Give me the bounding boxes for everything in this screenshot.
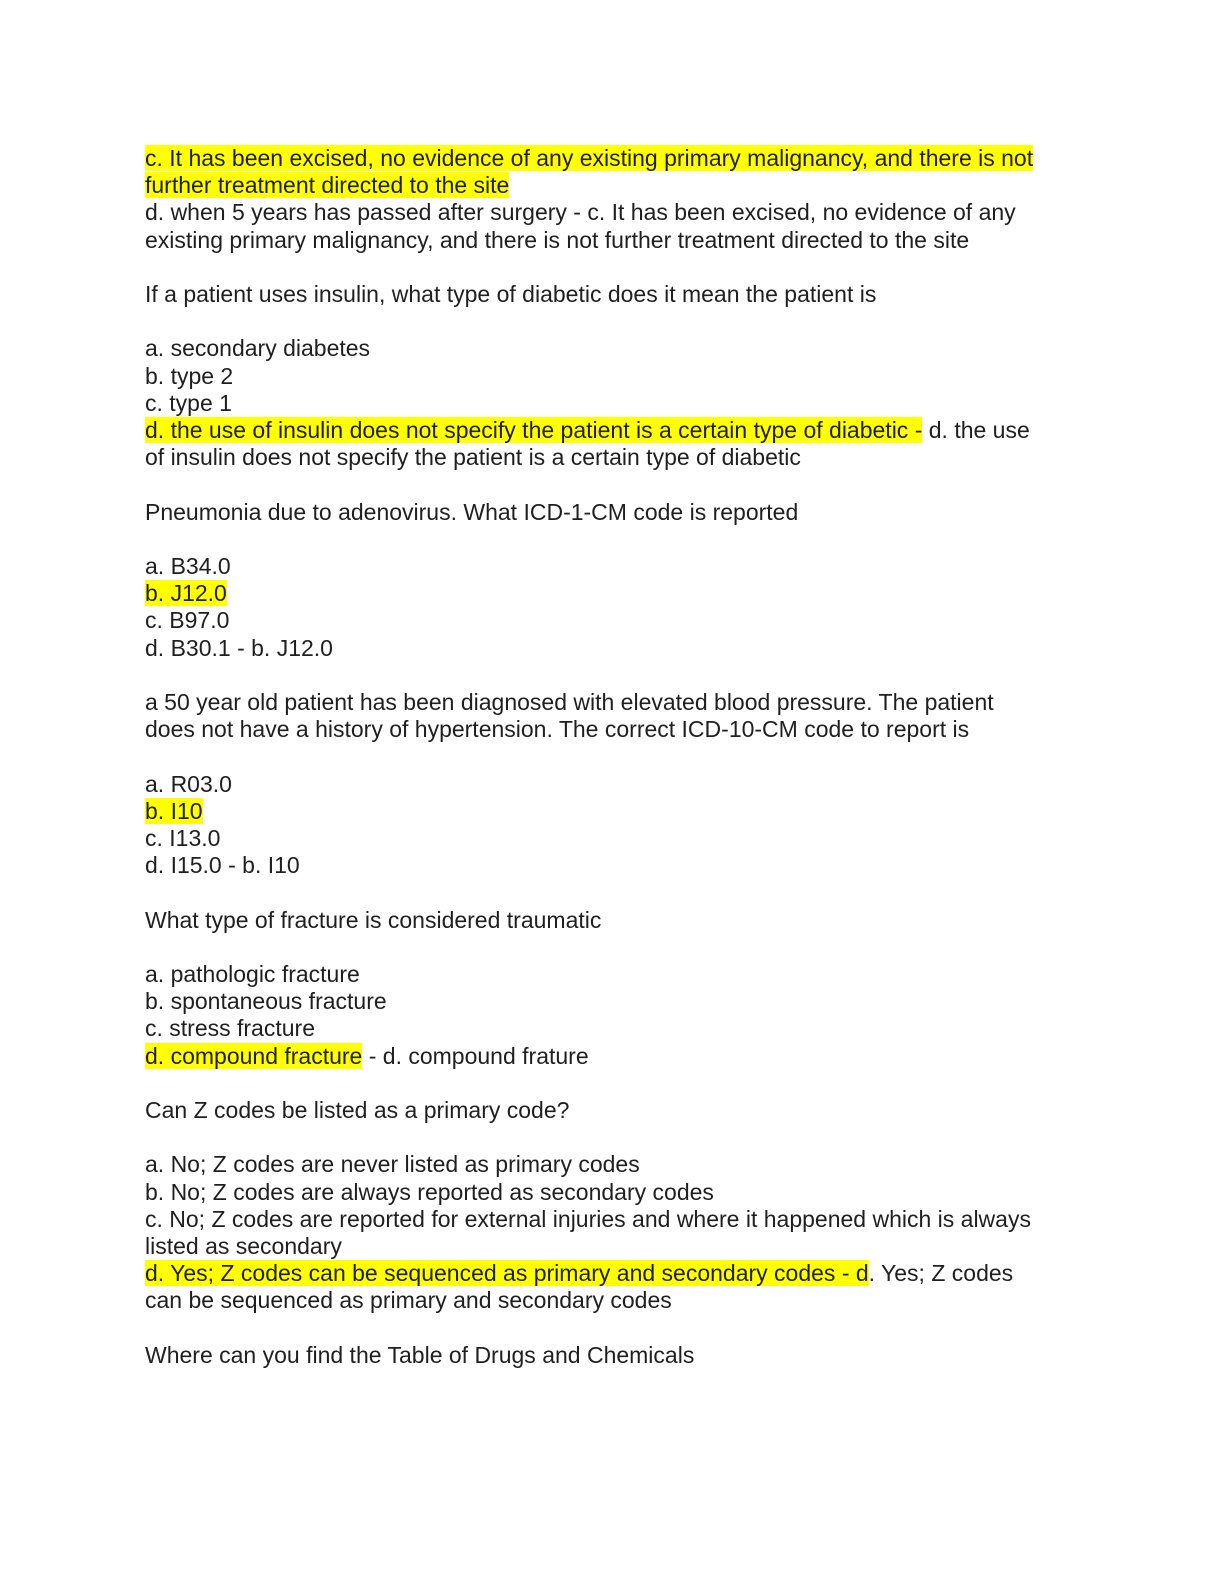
correct-answer-highlight: d. the use of insulin does not specify the patient is a certain type of diabetic -	[145, 417, 923, 443]
answer-option	[145, 798, 1075, 825]
question-text: If a patient uses insulin, what type of diabetic does it mean the patient is	[145, 281, 877, 307]
answer-option: a. pathologic fracture	[145, 960, 360, 987]
correct-answer-highlight: b. I10	[145, 797, 203, 824]
question-text: Can Z codes be listed as a primary code?	[145, 1096, 570, 1123]
answer-option: d. I15.0 - b. I10	[145, 852, 300, 879]
spacer	[145, 662, 1075, 689]
answer-option: a. secondary diabetes	[145, 335, 371, 362]
answer-key-text: - d. compound frature	[362, 1042, 589, 1069]
spacer	[145, 254, 1075, 281]
question-text: a 50 year old patient has been diagnosed with elevated blood pressure. The patient	[145, 688, 994, 715]
answer-key-text: of insulin does not specify the patient is a certain type of diabetic	[145, 444, 801, 471]
document-page	[145, 145, 1075, 1369]
answer-option: d. B30.1 - b. J12.0	[145, 634, 333, 661]
correct-answer-highlight: d. compound fracture	[145, 1042, 363, 1069]
spacer	[145, 879, 1075, 906]
spacer	[145, 1315, 1075, 1342]
spacer	[145, 743, 1075, 770]
question-text: Where can you find the Table of Drugs and Chemicals	[145, 1341, 695, 1368]
answer-key-text: can be sequenced as primary and secondary codes	[145, 1287, 672, 1314]
question-text: does not have a history of hypertension. The correct ICD-10-CM code to report is	[145, 716, 970, 743]
answer-option: a. B34.0	[145, 552, 231, 579]
answer-option	[145, 580, 1075, 607]
answer-d-line: d. when 5 years has passed after surgery - c. It has been excised, no evidence of any	[145, 199, 1016, 226]
question-text: What type of fracture is considered traumatic	[145, 906, 602, 933]
spacer	[145, 471, 1075, 498]
spacer	[145, 526, 1075, 553]
correct-answer-highlight: b. J12.0	[145, 580, 227, 607]
answer-option	[145, 1260, 1075, 1287]
answer-option	[145, 1043, 1075, 1070]
answer-option: c. type 1	[145, 389, 232, 416]
answer-d-line: existing primary malignancy, and there is not further treatment directed to the site	[145, 226, 970, 253]
answer-key-text: . Yes; Z codes	[868, 1260, 1014, 1287]
answer-option: a. R03.0	[145, 770, 232, 797]
answer-option: b. type 2	[145, 362, 234, 389]
spacer	[145, 1124, 1075, 1151]
answer-option: a. No; Z codes are never listed as primary codes	[145, 1151, 640, 1178]
answer-option	[145, 417, 1075, 444]
question-text: Pneumonia due to adenovirus. What ICD-1-CM code is reported	[145, 498, 799, 525]
answer-option: c. No; Z codes are reported for external injuries and where it happened which is always	[145, 1205, 1031, 1232]
answer-option: c. B97.0	[145, 607, 230, 634]
answer-option: listed as secondary	[145, 1232, 342, 1259]
spacer	[145, 308, 1075, 335]
answer-key-text: d. the use	[922, 417, 1030, 443]
answer-option: b. No; Z codes are always reported as secondary codes	[145, 1178, 714, 1205]
answer-c-line	[145, 145, 1075, 172]
correct-answer-highlight: c. It has been excised, no evidence of any existing primary malignancy, and there is not	[145, 145, 1034, 171]
answer-c-line	[145, 172, 1075, 199]
correct-answer-highlight: further treatment directed to the site	[145, 172, 510, 199]
answer-option: c. I13.0	[145, 824, 221, 851]
spacer	[145, 934, 1075, 961]
spacer	[145, 1070, 1075, 1097]
correct-answer-highlight: d. Yes; Z codes can be sequenced as primary and secondary codes - d	[145, 1260, 869, 1287]
answer-option: c. stress fracture	[145, 1015, 315, 1042]
answer-option: b. spontaneous fracture	[145, 988, 387, 1015]
